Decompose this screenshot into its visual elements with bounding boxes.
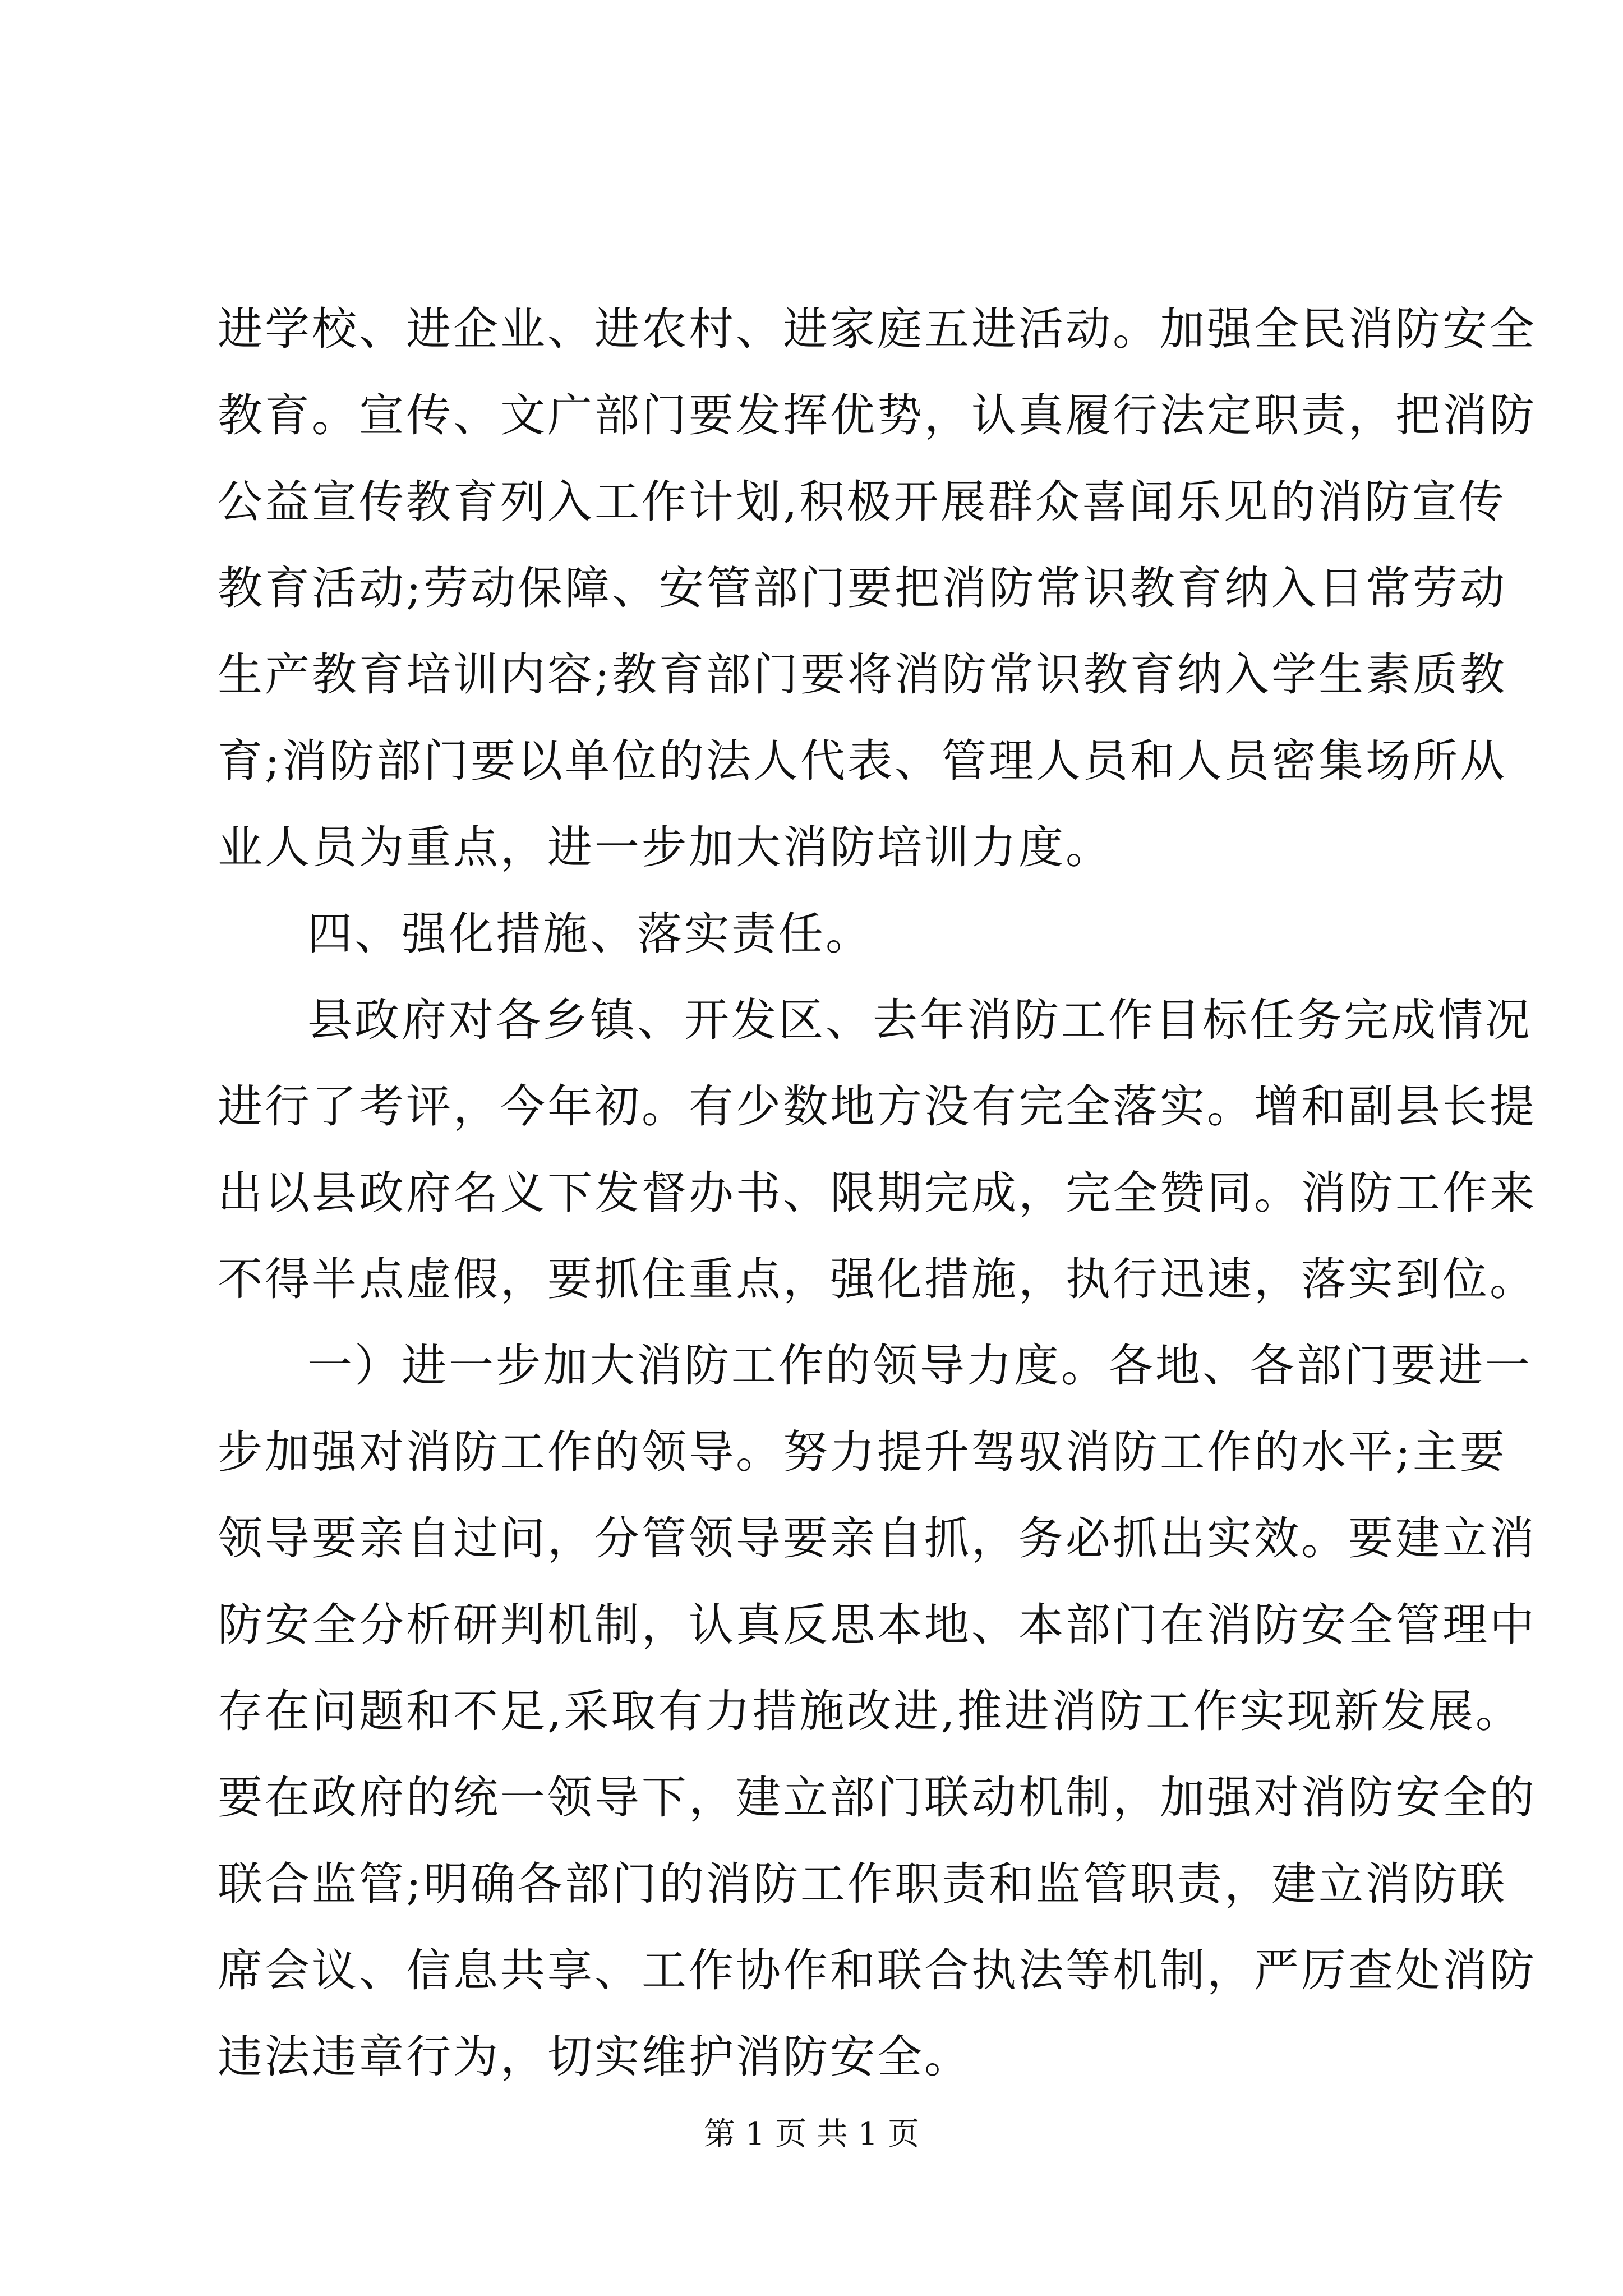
text-line: 存在问题和不足,采取有力措施改进,推进消防工作实现新发展。 <box>218 1685 1523 1737</box>
text-line: 一）进一步加大消防工作的领导力度。各地、各部门要进一 <box>307 1340 1532 1392</box>
document-body <box>218 286 1537 2100</box>
text-line: 进学校、进企业、进农村、进家庭五进活动。加强全民消防安全 <box>218 303 1537 355</box>
text-line: 出以县政府名义下发督办书、限期完成，完全赞同。消防工作来 <box>218 1167 1537 1219</box>
text-line: 不得半点虚假，要抓住重点，强化措施，执行迅速，落实到位。 <box>218 1253 1537 1305</box>
text-line: 教育活动;劳动保障、安管部门要把消防常识教育纳入日常劳动 <box>218 562 1507 614</box>
text-line: 进行了考评，今年初。有少数地方没有完全落实。增和副县长提 <box>218 1080 1537 1133</box>
text-line: 防安全分析研判机制，认真反思本地、本部门在消防安全管理中 <box>218 1599 1537 1651</box>
text-line: 步加强对消防工作的领导。努力提升驾驭消防工作的水平;主要 <box>218 1426 1507 1478</box>
text-line: 业人员为重点，进一步加大消防培训力度。 <box>218 821 1113 873</box>
text-line: 教育。宣传、文广部门要发挥优势，认真履行法定职责，把消防 <box>218 389 1537 441</box>
text-line: 要在政府的统一领导下，建立部门联动机制，加强对消防安全的 <box>218 1772 1537 1824</box>
text-line: 联合监管;明确各部门的消防工作职责和监管职责，建立消防联 <box>218 1858 1507 1910</box>
text-line: 育;消防部门要以单位的法人代表、管理人员和人员密集场所从 <box>218 735 1507 787</box>
page-footer <box>0 2109 1623 2154</box>
section-heading: 四、强化措施、落实责任。 <box>307 908 873 960</box>
text-line: 违法违章行为，切实维护消防安全。 <box>218 2031 971 2083</box>
text-line: 席会议、信息共享、工作协作和联合执法等机制，严厉查处消防 <box>218 1944 1537 1996</box>
text-line: 公益宣传教育列入工作计划,积极开展群众喜闻乐见的消防宣传 <box>218 476 1506 528</box>
text-line: 生产教育培训内容;教育部门要将消防常识教育纳入学生素质教 <box>218 648 1507 701</box>
text-line: 领导要亲自过问，分管领导要亲自抓，务必抓出实效。要建立消 <box>218 1512 1537 1565</box>
text-line: 县政府对各乡镇、开发区、去年消防工作目标任务完成情况 <box>307 994 1532 1046</box>
page-number-label: 第 1 页 共 1 页 <box>703 2116 920 2152</box>
